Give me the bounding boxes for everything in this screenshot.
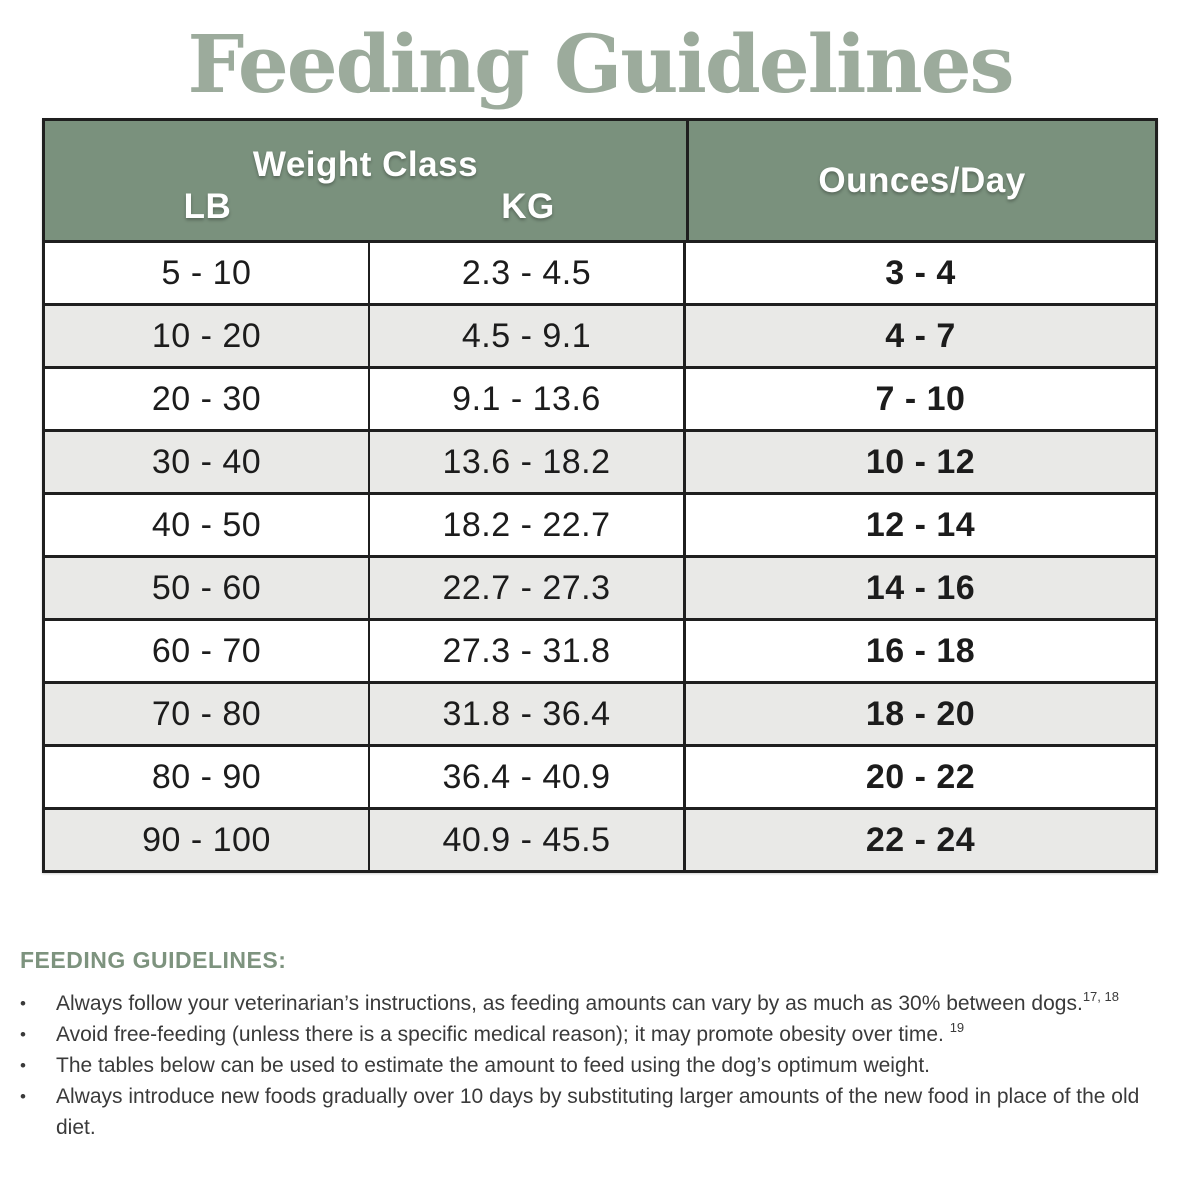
table-row — [45, 681, 1155, 744]
cell-ounces: 3 - 4 — [885, 253, 956, 292]
weight-class-label: Weight Class — [252, 145, 479, 184]
cell-kg: 9.1 - 13.6 — [370, 369, 686, 429]
cell-lb: 60 - 70 — [45, 621, 370, 681]
cell-lb: 70 - 80 — [45, 684, 370, 744]
feeding-table — [42, 118, 1158, 873]
bullet-icon: • — [20, 994, 26, 1013]
cell-ounces: 7 - 10 — [875, 379, 966, 418]
cell-lb: 30 - 40 — [45, 432, 370, 492]
table-row — [45, 303, 1155, 366]
cell-kg: 31.8 - 36.4 — [370, 684, 686, 744]
notes-list — [20, 988, 1180, 1143]
note-text: Avoid free-feeding (unless there is a specific medical reason); it may promote obesity over time. $^{19}$ — [56, 1020, 965, 1046]
cell-lb: 50 - 60 — [45, 558, 370, 618]
cell-kg: 27.3 - 31.8 — [370, 621, 686, 681]
bullet-icon: • — [20, 1087, 26, 1106]
kg-header — [370, 187, 686, 240]
table-row — [45, 555, 1155, 618]
cell-ounces: 20 - 22 — [865, 757, 976, 796]
cell-kg: 4.5 - 9.1 — [370, 306, 686, 366]
ounces-header — [686, 121, 1155, 240]
cell-ounces: 4 - 7 — [885, 316, 956, 355]
cell-kg: 36.4 - 40.9 — [370, 747, 686, 807]
cell-ounces: 16 - 18 — [865, 631, 976, 670]
cell-kg: 22.7 - 27.3 — [370, 558, 686, 618]
kg-label: KG — [501, 187, 555, 226]
table-header — [45, 121, 1155, 240]
cell-ounces: 12 - 14 — [865, 505, 976, 544]
bullet-icon: • — [20, 1025, 26, 1044]
note-text: The tables below can be used to estimate the amount to feed using the dog’s optimum weight. — [56, 1054, 930, 1077]
cell-kg: 2.3 - 4.5 — [370, 243, 686, 303]
cell-lb: 40 - 50 — [45, 495, 370, 555]
note-item — [20, 1081, 1180, 1143]
weight-class-header — [45, 121, 686, 187]
lb-header — [45, 187, 370, 240]
note-text: Always follow your veterinarian’s instructions, as feeding amounts can vary by as much as 30% between dogs.$^{17, 18}$ — [56, 989, 1119, 1015]
cell-lb: 10 - 20 — [45, 306, 370, 366]
table-row — [45, 366, 1155, 429]
cell-lb: 5 - 10 — [45, 243, 370, 303]
note-superscript: 19 — [949, 1020, 965, 1035]
table-row — [45, 240, 1155, 303]
note-superscript: 17, 18 — [1082, 989, 1119, 1004]
note-text: Always introduce new foods gradually over 10 days by substituting larger amounts of the new food in place of the old diet. — [56, 1085, 1140, 1139]
table-body — [45, 240, 1155, 870]
table-row — [45, 429, 1155, 492]
page-title: Feeding Guidelines — [187, 17, 1013, 111]
cell-ounces: 14 - 16 — [865, 568, 976, 607]
cell-lb: 90 - 100 — [45, 810, 370, 870]
cell-kg: 13.6 - 18.2 — [370, 432, 686, 492]
cell-ounces: 10 - 12 — [865, 442, 976, 481]
notes-heading: FEEDING GUIDELINES: — [20, 947, 287, 973]
cell-lb: 80 - 90 — [45, 747, 370, 807]
notes-section — [20, 947, 1180, 1143]
table-row — [45, 492, 1155, 555]
cell-kg: 40.9 - 45.5 — [370, 810, 686, 870]
note-item — [20, 988, 1180, 1019]
table-row — [45, 618, 1155, 681]
cell-ounces: 22 - 24 — [865, 820, 976, 859]
table-row — [45, 744, 1155, 807]
lb-label: LB — [183, 187, 232, 226]
bullet-icon: • — [20, 1056, 26, 1075]
cell-ounces: 18 - 20 — [865, 694, 976, 733]
cell-lb: 20 - 30 — [45, 369, 370, 429]
table-row — [45, 807, 1155, 870]
note-item — [20, 1050, 1180, 1081]
ounces-label: Ounces/Day — [818, 160, 1026, 200]
cell-kg: 18.2 - 22.7 — [370, 495, 686, 555]
note-item — [20, 1019, 1180, 1050]
